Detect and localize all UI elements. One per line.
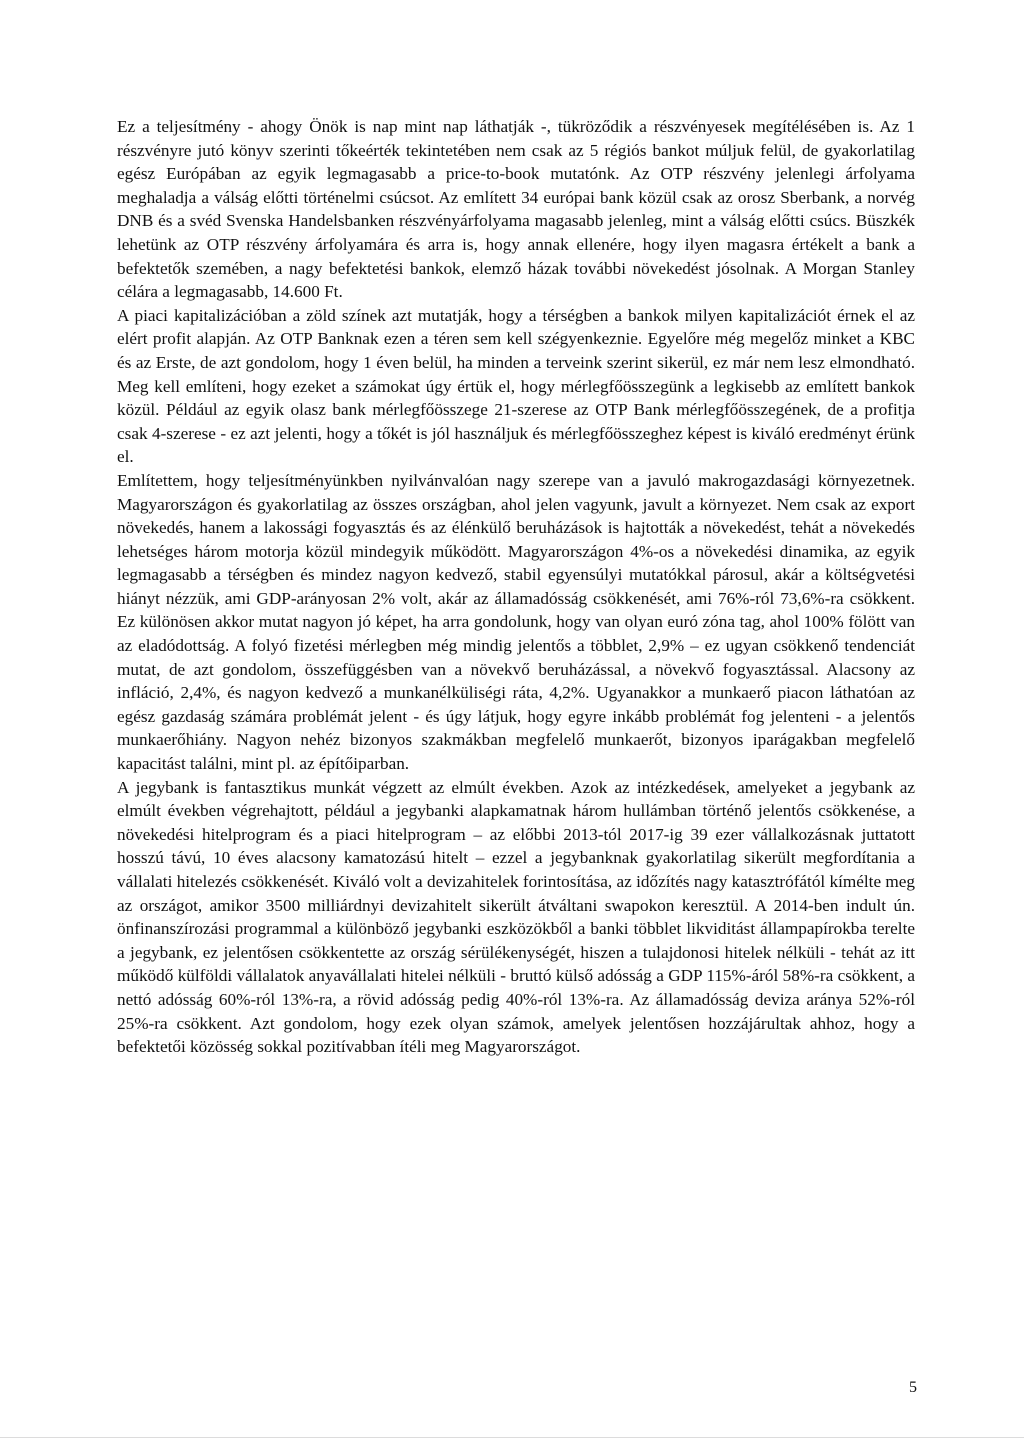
paragraph: Ez a teljesítmény - ahogy Önök is nap mint nap láthatják -, tükröződik a részvényesek megítélésében is. Az 1 részvényre jutó könyv szerinti tőkeérték tekintetében nem csak az 5 régiós bankot múljuk felül, de gyakorlatilag egész Európában az egyik legmagasabb a price-to-book mutatónk. Az OTP részvény jelenlegi árfolyama meghaladja a válság előtti történelmi csúcsot. Az említett 34 európai bank közül csak az orosz Sberbank, a norvég DNB és a svéd Svenska Handelsbanken részvényárfolyama magasabb jelenleg, mint a válság előtti csúcs. Büszkék lehetünk az OTP részvény árfolyamára és arra is, hogy annak ellenére, hogy ilyen magasra értékelt a bank a befektetők szemében, a nagy befektetési bankok, elemző házak további növekedést jósolnak. A Morgan Stanley célára a legmagasabb, 14.600 Ft.	[117, 117, 915, 302]
paragraph: A piaci kapitalizációban a zöld színek azt mutatják, hogy a térségben a bankok milyen kapitalizációt érnek el az elért profit alapján. Az OTP Banknak ezen a téren sem kell szégyenkeznie. Egyelőre még megelőz minket a KBC és az Erste, de azt gondolom, hogy 1 éven belül, ha minden a terveink szerint sikerül, ez már nem lesz elmondható. Meg kell említeni, hogy ezeket a számokat úgy értük el, hogy mérlegfőösszegünk a legkisebb az említett bankok közül. Például az egyik olasz bank mérlegfőösszege 21-szerese az OTP Bank mérlegfőösszegének, de a profitja csak 4-szerese - ez azt jelenti, hogy a tőkét is jól használjuk és mérlegfőösszeghez képest is kiváló eredményt érünk el.	[117, 305, 915, 467]
paragraph: A jegybank is fantasztikus munkát végzett az elmúlt években. Azok az intézkedések, amelyeket a jegybank az elmúlt években végrehajtott, például a jegybanki alapkamatnak három hullámban történő jelentős csökkenése, a növekedési hitelprogram és a piaci hitelprogram – az előbbi 2013-tól 2017-ig 39 ezer vállalkozásnak juttatott hosszú távú, 10 éves alacsony kamatozású hitelt – ezzel a jegybanknak gyakorlatilag sikerült megfordítania a vállalati hitelezés csökkenését. Kiváló volt a devizahitelek forintosítása, az időzítés nagy katasztrófától kímélte meg az országot, amikor 3500 milliárdnyi devizahitelt sikerült átváltani swapokon keresztül. A 2014-ben indult ún. önfinanszírozási programmal a különböző jegybanki eszközökből a banki többlet likviditást állampapírokba terelte a jegybank, ez jelentősen csökkentette az ország sérülékenységét, hiszen a tulajdonosi hitelek nélküli - tehát az itt működő külföldi vállalatok anyavállalati hitelei nélküli - bruttó külső adósság a GDP 115%-áról 58%-ra csökkent, a nettó adósság 60%-ról 13%-ra, a rövid adósság pedig 40%-ról 13%-ra. Az államadósság deviza aránya 52%-ról 25%-ra csökkent. Azt gondolom, hogy ezek olyan számok, amelyek jelentősen hozzájárultak ahhoz, hogy a befektetői közösség sokkal pozitívabban ítéli meg Magyarországot.	[117, 777, 915, 1057]
body-text	[117, 115, 915, 1059]
paragraph: Említettem, hogy teljesítményünkben nyilvánvalóan nagy szerepe van a javuló makrogazdasági környezetnek. Magyarországon és gyakorlatilag az összes országban, ahol jelen vagyunk, javult a környezet. Nem csak az export növekedés, hanem a lakossági fogyasztás és az élénkülő beruházások is hajtották a növekedést, tehát a növekedés lehetséges három motorja közül mindegyik működött. Magyarországon 4%-os a növekedési dinamika, az egyik legmagasabb a térségben és mindez nagyon kedvező, stabil egyensúlyi mutatókkal párosul, akár a költségvetési hiányt nézzük, ami GDP-arányosan 2% volt, akár az államadósság csökkenését, ami 76%-ról 73,6%-ra csökkent. Ez különösen akkor mutat nagyon jó képet, ha arra gondolunk, hogy van olyan euró zóna tag, ahol 100% fölött van az eladódottság. A folyó fizetési mérlegben még mindig jelentős a többlet, 2,9% – ez ugyan csökkenő tendenciát mutat, de azt gondolom, összefüggésben van a növekvő beruházással, a növekvő fogyasztással. Alacsony az infláció, 2,4%, és nagyon kedvező a munkanélküliségi ráta, 4,2%. Ugyanakkor a munkaerő piacon láthatóan az egész gazdaság számára problémát jelent - és úgy látjuk, hogy egyre inkább problémát fog jelenteni - a jelentős munkaerőhiány. Nagyon nehéz bizonyos szakmákban megfelelő munkaerőt, bizonyos iparágakban megfelelő kapacitást találni, mint pl. az építőiparban.	[117, 470, 915, 774]
footer-divider	[0, 1437, 1024, 1438]
page-number: 5	[909, 1379, 917, 1396]
